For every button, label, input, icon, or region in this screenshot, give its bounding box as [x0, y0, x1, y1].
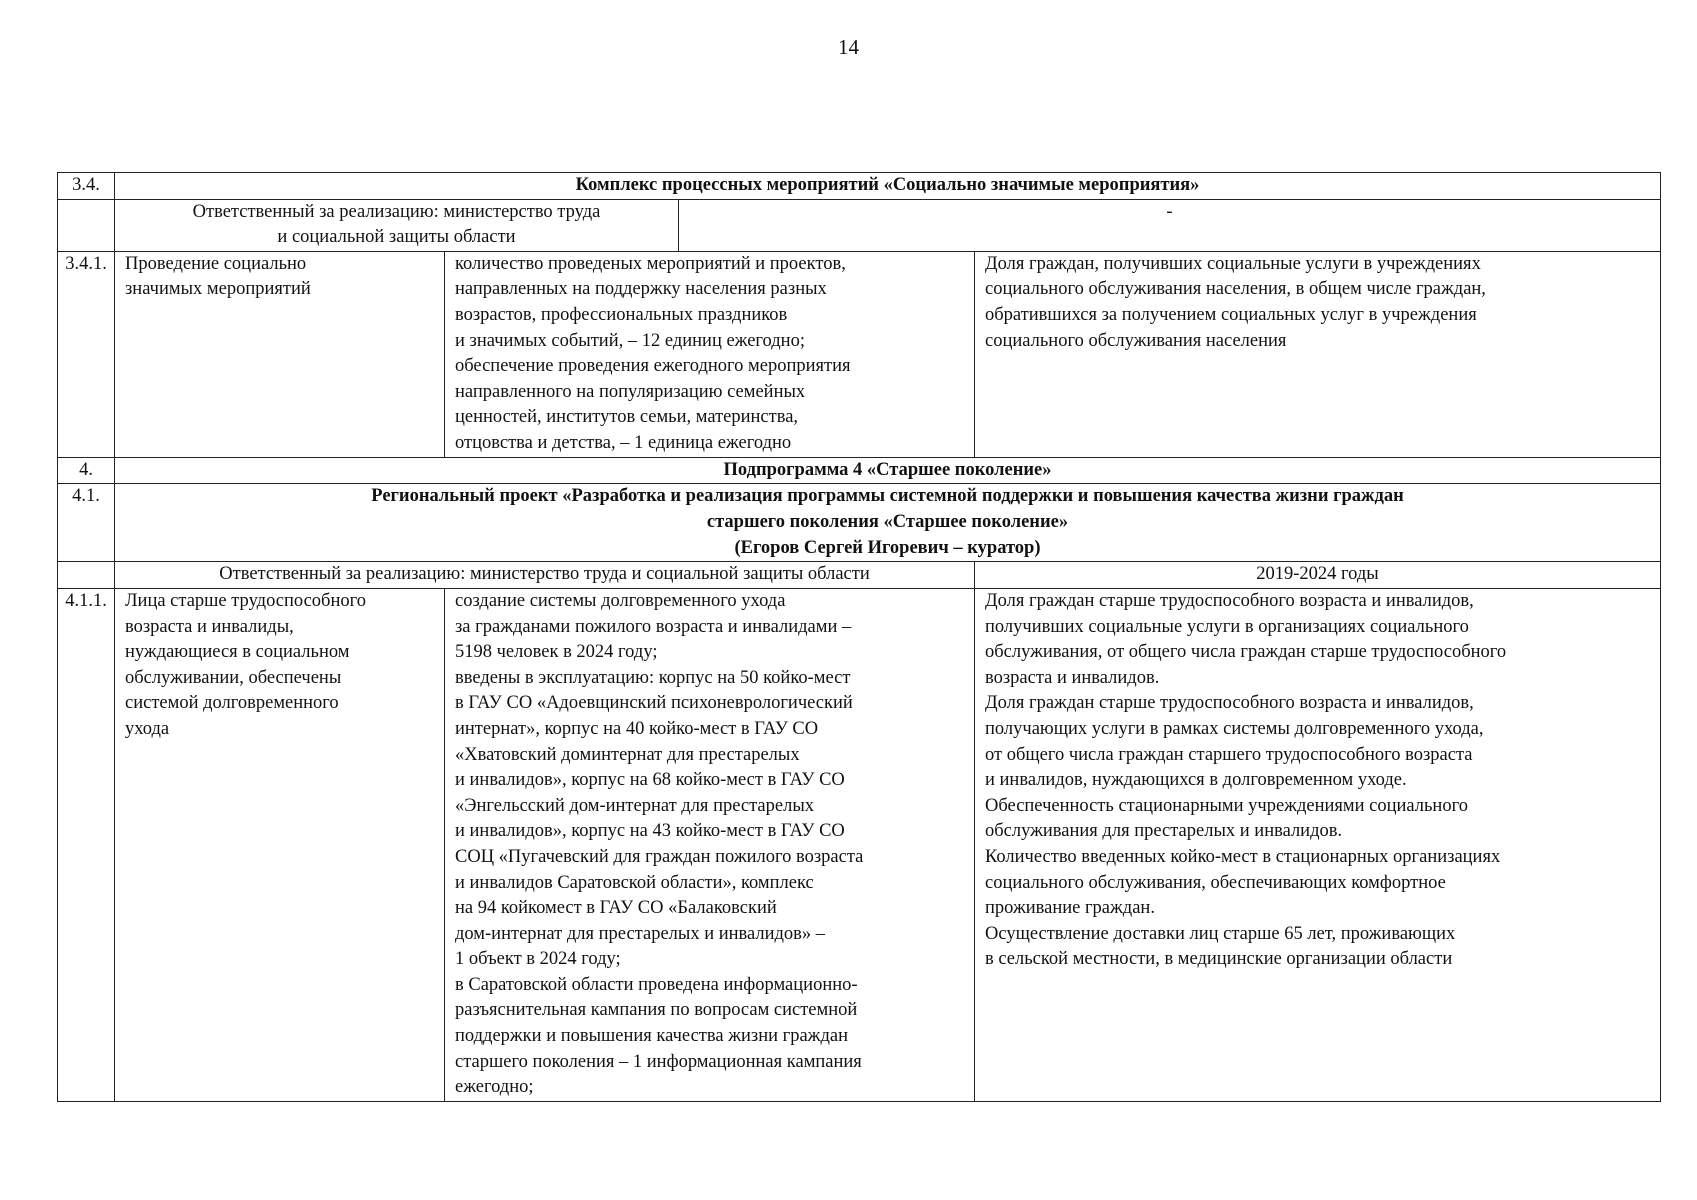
- row-number: 4.1.: [58, 484, 115, 562]
- indicator-cell: Доля граждан старше трудоспособного возраста и инвалидов, получивших социальные услуги в организациях социального обслуживания, от общего числа граждан старше трудоспособного возраста и инвалидов. Доля граждан старше трудоспособного возраста и инвалидов, получающих услуги в рамках системы долговременного ухода, от общего числа граждан старшего трудоспособного возраста и инвалидов, нуждающихся в долговременном уходе. Обеспеченность стационарными учреждениями социального обслуживания для престарелых и инвалидов. Количество введенных койко-мест в стационарных организациях социального обслуживания, обеспечивающих комфортное проживание граждан. Осуществление доставки лиц старше 65 лет, проживающих в сельской местности, в медицинские организации области: [975, 588, 1661, 1101]
- row-number: 3.4.: [58, 173, 115, 200]
- term-cell: -: [679, 199, 1661, 251]
- table-row-3-4-responsible: [58, 199, 1661, 251]
- table-row-4-1-1: [58, 588, 1661, 1101]
- table-row-3-4-1: [58, 251, 1661, 457]
- subprogram-title: Подпрограмма 4 «Старшее поколение»: [115, 457, 1661, 484]
- result-cell: количество проведеных мероприятий и проектов, направленных на поддержку населения разных возрастов, профессиональных праздников и значимых событий, – 12 единиц ежегодно; обеспечение проведения ежегодного мероприятия направленного на популяризацию семейных ценностей, институтов семьи, материнства, отцовства и детства, – 1 единица ежегодно: [445, 251, 975, 457]
- row-number-empty: [58, 562, 115, 589]
- row-number: 4.: [58, 457, 115, 484]
- task-cell: Лица старше трудоспособного возраста и инвалиды, нуждающиеся в социальном обслуживании, обеспечены системой долговременного ухода: [115, 588, 445, 1101]
- page-number: 14: [838, 35, 859, 59]
- section-title: Комплекс процессных мероприятий «Социально значимые мероприятия»: [115, 173, 1661, 200]
- term-cell: 2019-2024 годы: [975, 562, 1661, 589]
- indicator-cell: Доля граждан, получивших социальные услуги в учреждениях социального обслуживания населения, в общем числе граждан, обратившихся за получением социальных услуг в учреждения социального обслуживания населения: [975, 251, 1661, 457]
- project-title: Региональный проект «Разработка и реализация программы системной поддержки и повышения качества жизни граждан старшего поколения «Старшее поколение» (Егоров Сергей Игоревич – куратор): [115, 484, 1661, 562]
- table-row-4: [58, 457, 1661, 484]
- row-number: 3.4.1.: [58, 251, 115, 457]
- result-cell: создание системы долговременного ухода за гражданами пожилого возраста и инвалидами – 5198 человек в 2024 году; введены в эксплуатацию: корпус на 50 койко-мест в ГАУ СО «Адоевщинский психоневрологический интернат», корпус на 40 койко-мест в ГАУ СО «Хватовский доминтернат для престарелых и инвалидов», корпус на 68 койко-мест в ГАУ СО «Энгельсский дом-интернат для престарелых и инвалидов», корпус на 43 койко-мест в ГАУ СО СОЦ «Пугачевский для граждан пожилого возраста и инвалидов Саратовской области», комплекс на 94 койкомест в ГАУ СО «Балаковский дом-интернат для престарелых и инвалидов» – 1 объект в 2024 году; в Саратовской области проведена информационно- разъяснительная кампания по вопросам системной поддержки и повышения качества жизни граждан старшего поколения – 1 информационная кампания ежегодно;: [445, 588, 975, 1101]
- responsible-cell: Ответственный за реализацию: министерство труда и социальной защиты области: [115, 562, 975, 589]
- table-row-4-1-responsible: [58, 562, 1661, 589]
- program-table: [57, 172, 1661, 1102]
- table-row-4-1: [58, 484, 1661, 562]
- table-row-3-4: [58, 173, 1661, 200]
- responsible-cell: Ответственный за реализацию: министерство труда и социальной защиты области: [115, 199, 679, 251]
- row-number-empty: [58, 199, 115, 251]
- row-number: 4.1.1.: [58, 588, 115, 1101]
- task-cell: Проведение социально значимых мероприятий: [115, 251, 445, 457]
